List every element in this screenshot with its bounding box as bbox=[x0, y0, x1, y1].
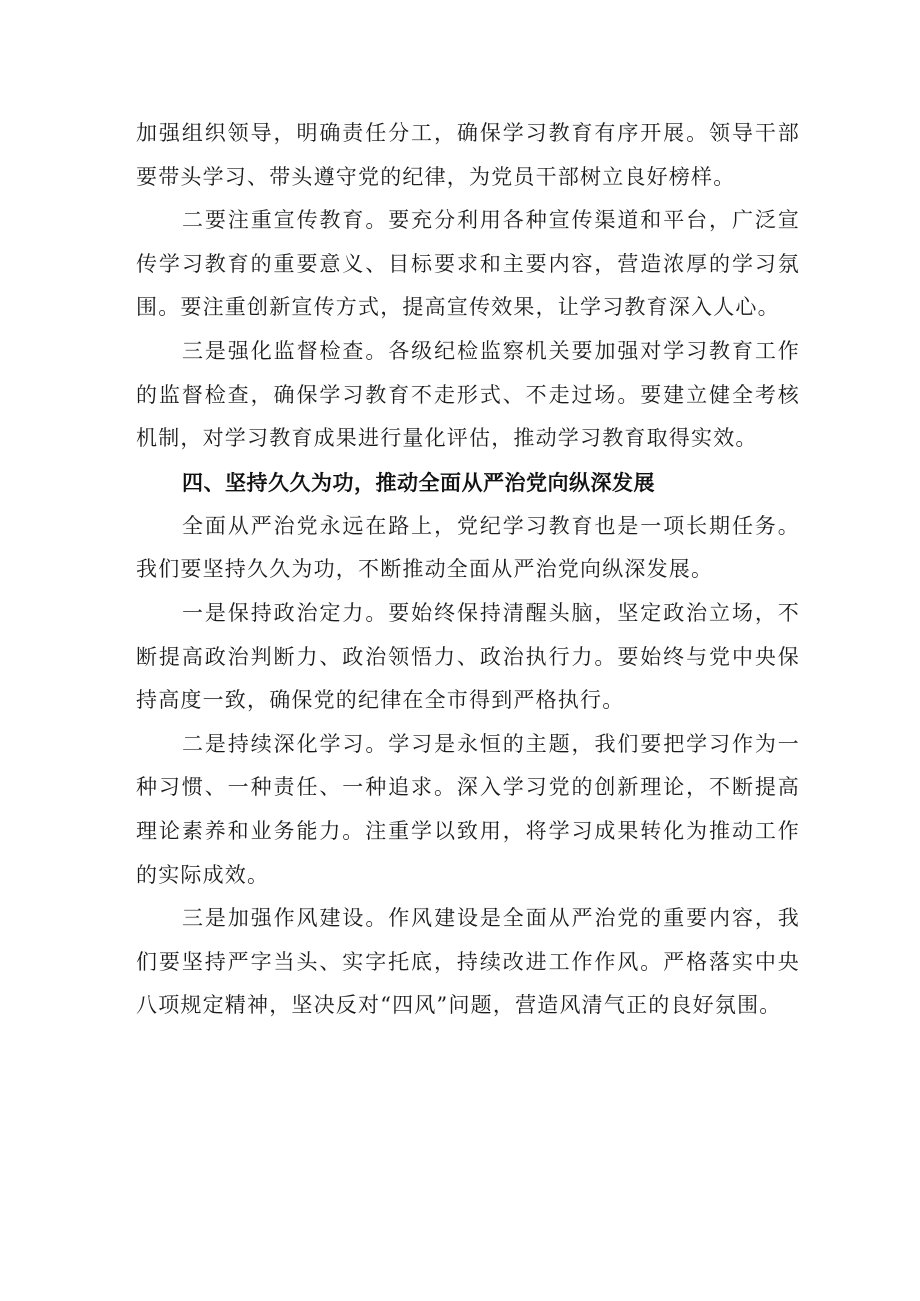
document-page bbox=[136, 112, 800, 1028]
paragraph-supervision: 三是强化监督检查。各级纪检监察机关要加强对学习教育工作的监督检查，确保学习教育不走形式、不走过场。要建立健全考核机制，对学习教育成果进行量化评估，推动学习教育取得实效。 bbox=[136, 338, 800, 451]
paragraph-leadership: 加强组织领导，明确责任分工，确保学习教育有序开展。领导干部要带头学习、带头遵守党的纪律，为党员干部树立良好榜样。 bbox=[136, 121, 800, 189]
paragraph-political-resolve: 一是保持政治定力。要始终保持清醒头脑，坚定政治立场，不断提高政治判断力、政治领悟力、政治执行力。要始终与党中央保持高度一致，确保党的纪律在全市得到严格执行。 bbox=[136, 600, 800, 713]
paragraph-work-style: 三是加强作风建设。作风建设是全面从严治党的重要内容，我们要坚持严字当头、实字托底，持续改进工作作风。严格落实中央八项规定精神，坚决反对“四风”问题，营造风清气正的良好氛围。 bbox=[136, 906, 800, 1018]
section-heading-four: 四、坚持久久为功，推动全面从严治党向纵深发展 bbox=[182, 470, 655, 495]
paragraph-deepen-study: 二是持续深化学习。学习是永恒的主题，我们要把学习作为一种习惯、一种责任、一种追求。深入学习党的创新理论，不断提高理论素养和业务能力。注重学以致用，将学习成果转化为推动工作的实际成效。 bbox=[136, 731, 800, 887]
paragraph-publicity: 二要注重宣传教育。要充分利用各种宣传渠道和平台，广泛宣传学习教育的重要意义、目标要求和主要内容，营造浓厚的学习氛围。要注重创新宣传方式，提高宣传效果，让学习教育深入人心。 bbox=[136, 208, 800, 320]
paragraph-long-term: 全面从严治党永远在路上，党纪学习教育也是一项长期任务。我们要坚持久久为功，不断推动全面从严治党向纵深发展。 bbox=[136, 513, 800, 582]
